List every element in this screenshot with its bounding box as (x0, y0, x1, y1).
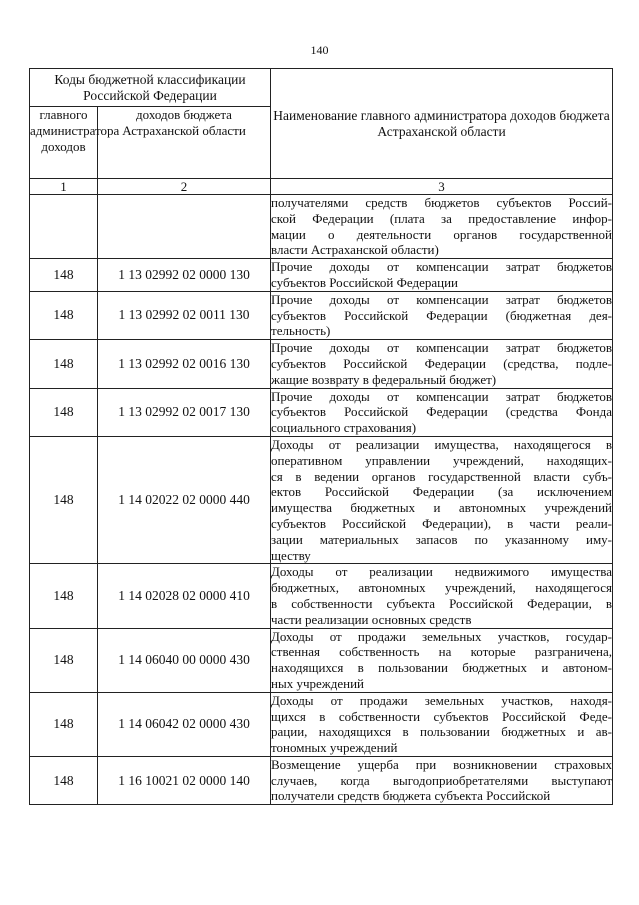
description-line: Доходы от продажи земельных участков, находя- (271, 692, 613, 708)
income-description-cell (271, 388, 613, 436)
income-code-cell (98, 195, 271, 259)
description-line: ственная собственность на которые разграничена, (271, 644, 613, 660)
description-line: ществу (271, 547, 311, 563)
admin-code-cell: 148 (30, 564, 98, 628)
description-line: ных учреждений (271, 675, 365, 691)
description-line: Доходы от продажи земельных участков, государ- (271, 628, 613, 644)
header-name-column: Наименование главного администратора доходов бюджета Астраханской области (271, 69, 613, 179)
income-code-cell: 1 13 02992 02 0000 130 (98, 259, 271, 292)
table-row (30, 436, 613, 563)
header-col-number-2: 2 (98, 179, 271, 195)
income-code-cell: 1 13 02992 02 0011 130 (98, 291, 271, 339)
income-code-cell: 1 14 06042 02 0000 430 (98, 692, 271, 756)
description-line: находящихся в пользовании бюджетных и автоном- (271, 660, 613, 676)
income-code-cell: 1 14 06040 00 0000 430 (98, 628, 271, 692)
description-line: Доходы от реализации недвижимого имущества (271, 564, 613, 580)
income-description-cell (271, 340, 613, 388)
description-line: Прочие доходы от компенсации затрат бюджетов (271, 388, 613, 404)
table-row (30, 756, 613, 804)
description-line: Прочие доходы от компенсации затрат бюджетов (271, 259, 613, 275)
table-row (30, 692, 613, 756)
description-line: субъектов Российской Федерации (271, 274, 458, 290)
table-row (30, 291, 613, 339)
description-line: власти Астраханской области) (271, 242, 439, 258)
description-line: имущества бюджетных и автономных учреждений (271, 500, 613, 516)
description-line: социального страхования) (271, 420, 417, 436)
description-line: Доходы от реализации имущества, находящегося в (271, 436, 613, 452)
income-code-cell: 1 13 02992 02 0017 130 (98, 388, 271, 436)
budget-classification-table (29, 68, 613, 805)
admin-code-cell: 148 (30, 628, 98, 692)
income-code-cell: 1 14 02028 02 0000 410 (98, 564, 271, 628)
admin-code-cell: 148 (30, 436, 98, 563)
table-row (30, 340, 613, 388)
income-description-cell (271, 259, 613, 292)
description-line: ектов Российской Федерации (за исключением (271, 484, 613, 500)
income-description-cell (271, 195, 613, 259)
header-group-codes: Коды бюджетной классификации Российской Федерации (30, 69, 271, 107)
table-body (30, 195, 613, 805)
table-row (30, 259, 613, 292)
page-number: 140 (310, 43, 329, 57)
description-line: зации материальных запасов по указанному иму- (271, 531, 613, 547)
income-description-cell (271, 436, 613, 563)
income-description-cell (271, 291, 613, 339)
admin-code-cell: 148 (30, 259, 98, 292)
table-row (30, 388, 613, 436)
description-line: субъектов Российской Федерации), в части реали- (271, 515, 613, 531)
header-col-number-3: 3 (271, 179, 613, 195)
header-admin-column: главного администратора доходов (30, 107, 98, 179)
description-line: тономных учреждений (271, 740, 398, 756)
table-row (30, 564, 613, 628)
description-line: бюджетных, автономных учреждений, находящегося (271, 580, 613, 596)
description-line: субъектов Российской Федерации (бюджетная дея- (271, 307, 613, 323)
income-description-cell (271, 564, 613, 628)
admin-code-cell (30, 195, 98, 259)
description-line: Прочие доходы от компенсации затрат бюджетов (271, 340, 613, 356)
description-line: субъектов Российской Федерации (средства, подле- (271, 355, 613, 371)
description-line: щихся в собственности субъектов Российской Феде- (271, 708, 613, 724)
income-description-cell (271, 692, 613, 756)
description-line: ской Федерации (плата за предоставление инфор- (271, 210, 613, 226)
description-line: случаев, когда выгодоприобретателями выступают (271, 772, 613, 788)
admin-code-cell: 148 (30, 388, 98, 436)
description-line: субъектов Российской Федерации (средства Фонда (271, 404, 613, 420)
header-income-column: доходов бюджета Астраханской области (98, 107, 271, 179)
header-col-number-1: 1 (30, 179, 98, 195)
description-line: части реализации основных средств (271, 611, 472, 627)
admin-code-cell: 148 (30, 291, 98, 339)
description-line: ся в ведении органов государственной власти субъ- (271, 468, 613, 484)
income-code-cell: 1 16 10021 02 0000 140 (98, 756, 271, 804)
description-line: мации о деятельности органов государственной (271, 226, 613, 242)
income-description-cell (271, 756, 613, 804)
description-line: в собственности субъекта Российской Федерации, в (271, 595, 613, 611)
description-line: тельность) (271, 323, 331, 339)
admin-code-cell: 148 (30, 756, 98, 804)
admin-code-cell: 148 (30, 340, 98, 388)
income-code-cell: 1 14 02022 02 0000 440 (98, 436, 271, 563)
income-code-cell: 1 13 02992 02 0016 130 (98, 340, 271, 388)
description-line: получатели средств бюджета субъекта Российской (271, 788, 551, 804)
income-description-cell (271, 628, 613, 692)
admin-code-cell: 148 (30, 692, 98, 756)
table-row (30, 628, 613, 692)
description-line: получателями средств бюджетов субъектов Россий- (271, 195, 613, 210)
table-row (30, 195, 613, 259)
description-line: Прочие доходы от компенсации затрат бюджетов (271, 291, 613, 307)
description-line: оперативном управлении учреждений, находящих- (271, 452, 613, 468)
description-line: Возмещение ущерба при возникновении страховых (271, 756, 613, 772)
description-line: рации, находящихся в пользовании бюджетных и ав- (271, 724, 613, 740)
description-line: жащие возврату в федеральный бюджет) (271, 371, 497, 387)
